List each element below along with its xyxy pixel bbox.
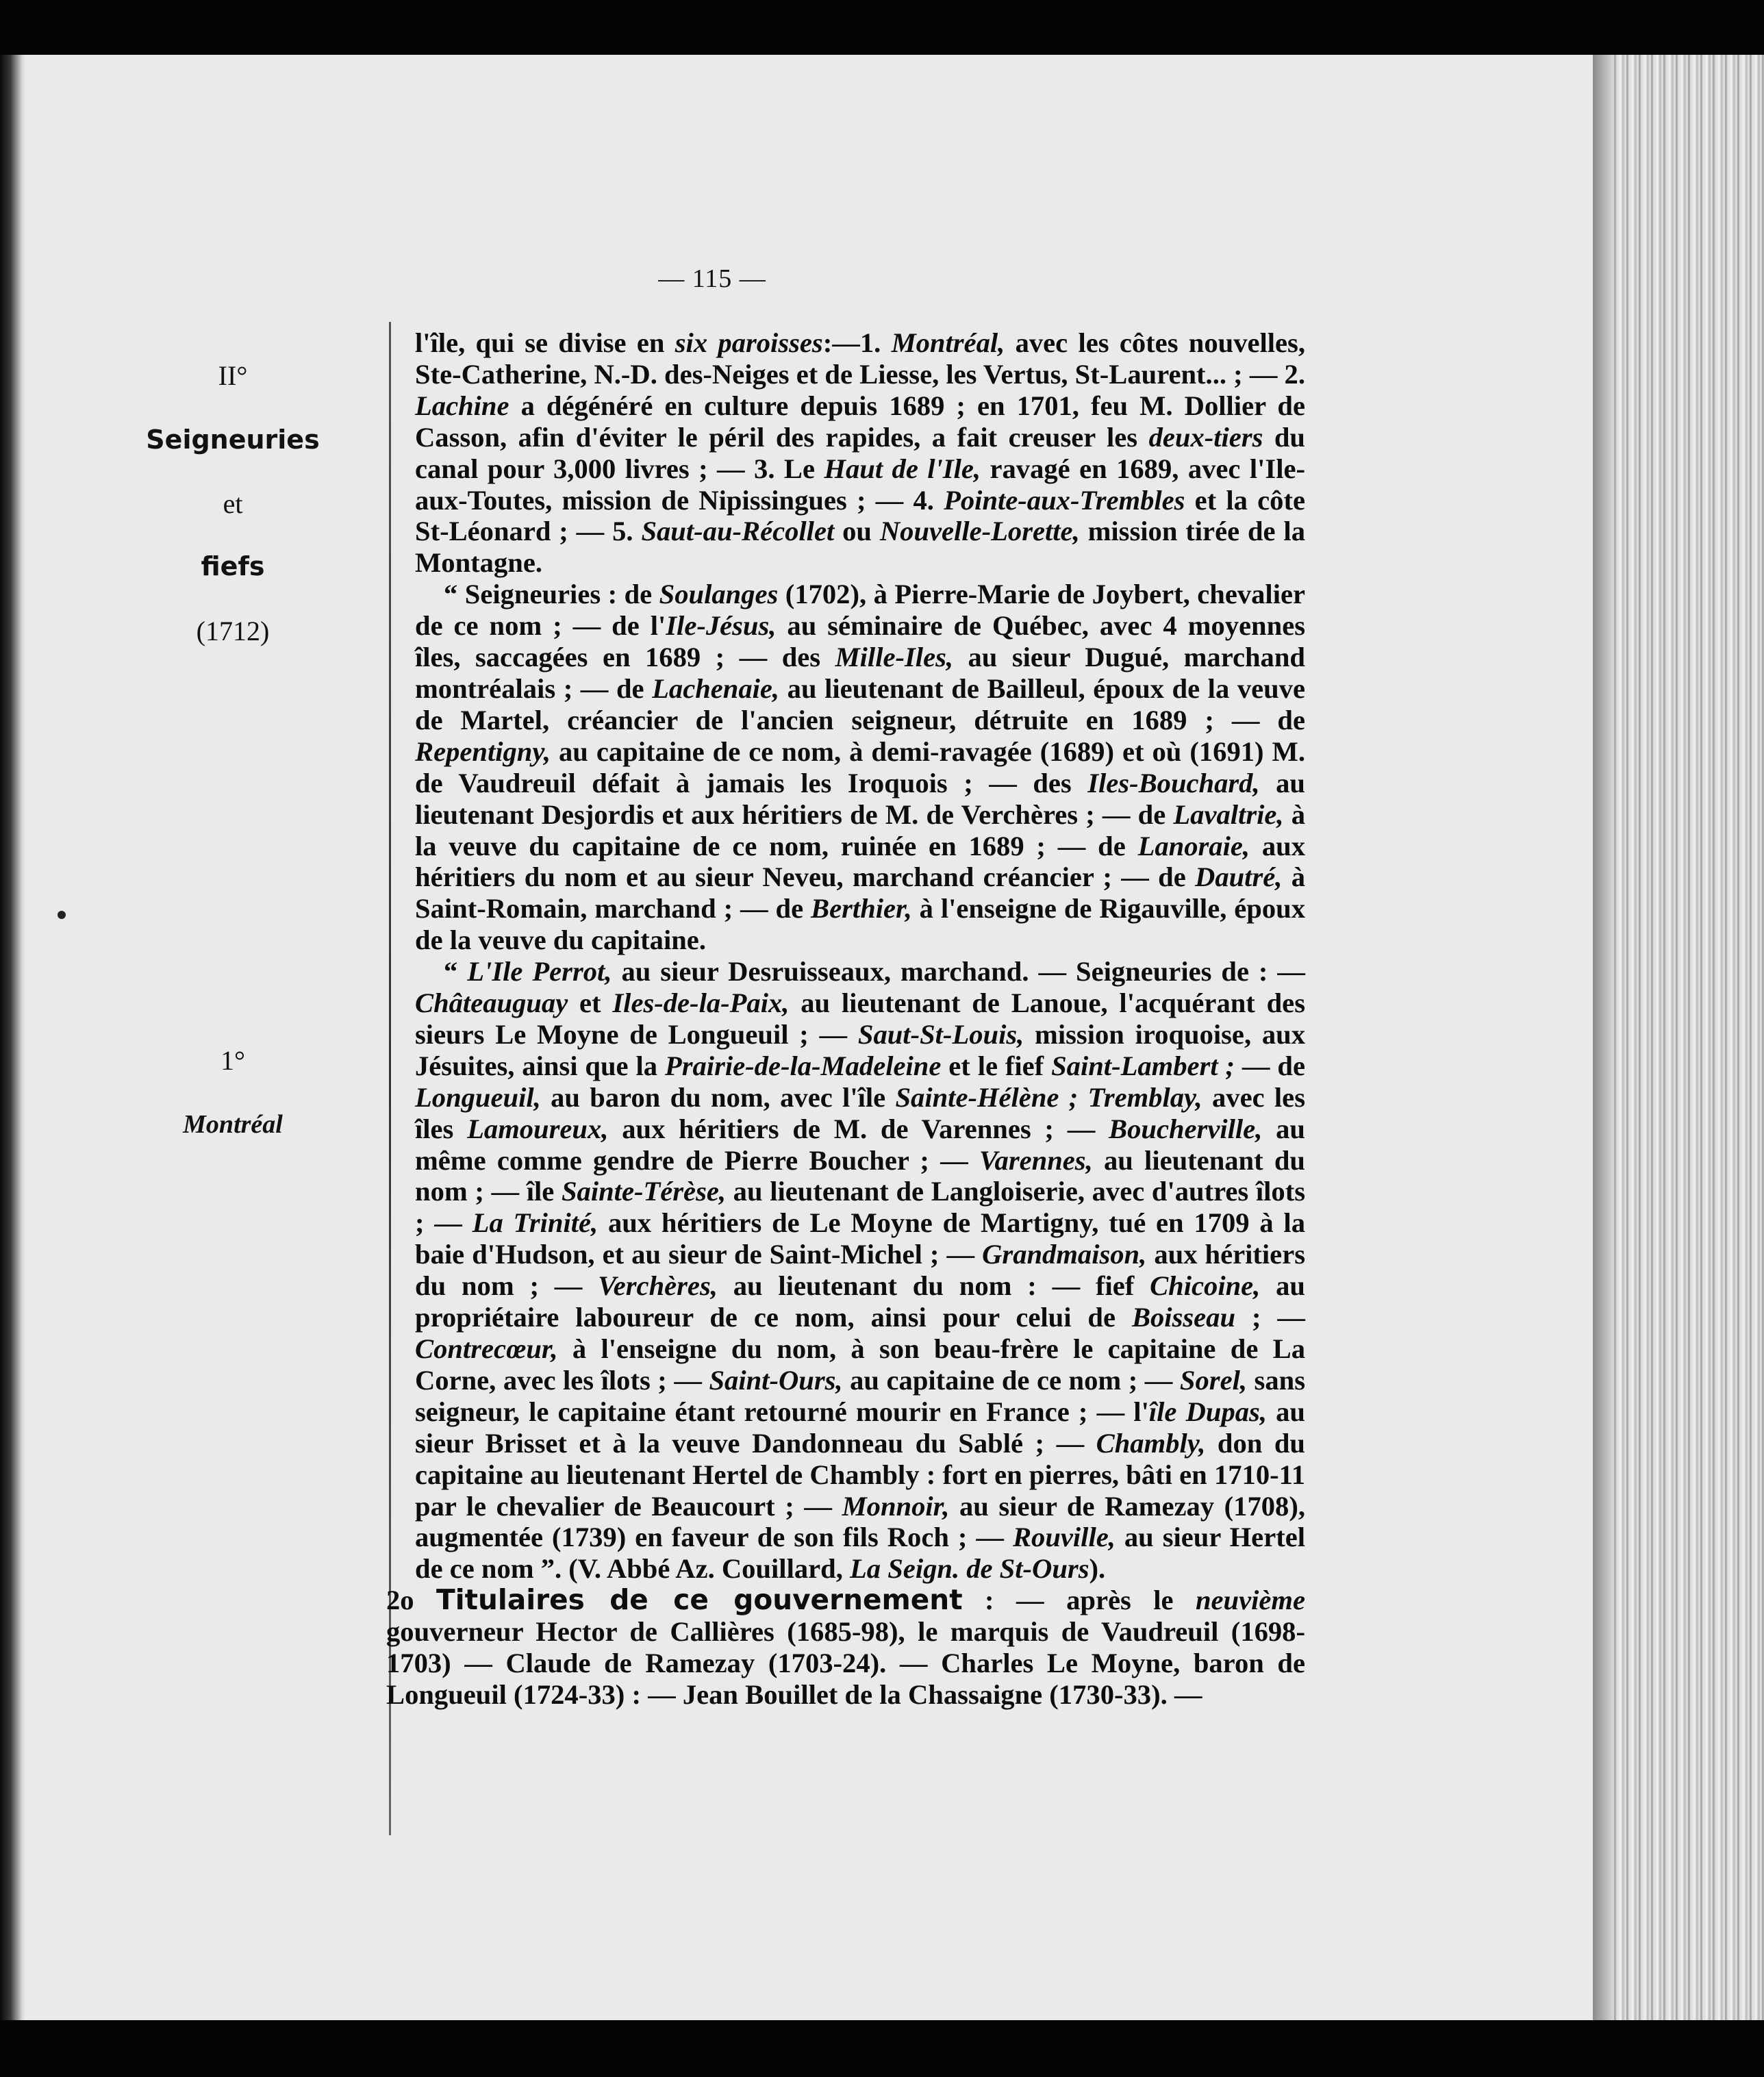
text-run-italic: Berthier, (811, 893, 912, 924)
text-run-italic: île Dupas, (1148, 1396, 1267, 1427)
text-run: au propriétaire laboureur de ce nom, ainsi pour celui de (415, 1270, 1305, 1333)
paragraph-parishes (415, 327, 1305, 579)
text-run-italic: six paroisses (675, 327, 823, 358)
text-run: mission tirée de la Montagne. (415, 516, 1305, 579)
text-run-italic: Lavaltrie, (1173, 798, 1284, 830)
text-run: du canal pour 3,000 livres ; — 3. Le (415, 421, 1305, 484)
text-run: aux héritiers du nom ; — (415, 1239, 1305, 1302)
text-run: — de (1235, 1050, 1305, 1081)
text-run: ou (834, 516, 880, 547)
text-run: ). (1089, 1553, 1106, 1585)
text-run-italic: Haut de l'Ile, (824, 453, 981, 484)
text-run-italic: Iles-de-la-Paix, (612, 987, 790, 1019)
text-run: mission iroquoise, aux Jésuites, ainsi que la (415, 1018, 1305, 1081)
text-run-italic: Pointe-aux-Trembles (944, 484, 1185, 516)
margin-section-number: II° (218, 360, 248, 391)
margin-subsection-number: 1° (220, 1045, 245, 1076)
text-run: au sieur Desruisseaux, marchand. — Seigneuries de : — (612, 956, 1305, 987)
paragraph-titulaires (386, 1585, 1305, 1711)
page-number: — 115 — (658, 264, 766, 293)
text-run-italic: L'Ile Perrot, (467, 956, 612, 987)
text-run: au capitaine de ce nom, à demi-ravagée (1689) et où (1691) M. de Vaudreuil défait à jamais les Iroquois ; — des (415, 735, 1305, 798)
text-run: au capitaine de ce nom ; — (842, 1364, 1180, 1396)
text-run: à Saint-Romain, marchand ; — de (415, 861, 1305, 924)
text-run-italic: Boisseau (1131, 1302, 1236, 1333)
text-run-italic: Saint-Ours, (709, 1364, 843, 1396)
section-heading-inline: Titulaires de ce gouvernement (436, 1583, 963, 1617)
text-run: “ Seigneuries : de (444, 579, 659, 610)
text-run: au lieutenant du nom : — fief (717, 1270, 1150, 1302)
text-run-italic: Soulanges (659, 579, 779, 610)
text-run: don du capitaine au lieutenant Hertel de Chambly : fort en pierres, bâti en 1710-11 par le chevalier de Beaucourt ; — (415, 1427, 1305, 1522)
text-run: au séminaire de Québec, avec 4 moyennes îles, saccagées en 1689 ; — des (415, 610, 1305, 673)
margin-subsection-title: Montréal (183, 1110, 283, 1139)
text-run: et (568, 987, 613, 1019)
text-run: à la veuve du capitaine de ce nom, ruinée en 1689 ; — de (415, 798, 1306, 861)
text-run-italic: Saut-St-Louis, (857, 1018, 1024, 1050)
text-run: :—1. (822, 327, 892, 358)
text-run: au sieur Dugué, marchand montréalais ; — de (415, 642, 1305, 704)
text-run: à l'enseigne du nom, à son beau-frère le capitaine de La Corne, avec les îlots ; — (415, 1333, 1305, 1396)
page-edges-shadow (1593, 55, 1613, 2020)
text-run: avec les îles (415, 1081, 1305, 1144)
text-run-italic: Saint-Lambert ; (1051, 1050, 1235, 1081)
page-edges (1593, 55, 1764, 2020)
text-run-italic: Lachenaie, (652, 672, 780, 704)
text-run-italic: neuvième (1195, 1585, 1305, 1616)
text-run: au lieutenant de Lanoue, l'acquérant des sieurs Le Moyne de Longueuil ; — (415, 987, 1305, 1050)
text-run-italic: Longueuil, (415, 1081, 541, 1113)
text-run: l'île, qui se divise en (415, 327, 675, 358)
text-run: gouverneur Hector de Callières (1685-98), le marquis de Vaudreuil (1698-1703) — Claude de Ramezay (1703-24). — Charles Le Moyne, baron de Longueuil (1724-33) : — Jean Bouillet de la Chassaigne (1730-33). — (386, 1616, 1305, 1710)
text-run-italic: La Trinité, (472, 1207, 598, 1239)
text-run-italic: Boucherville, (1109, 1113, 1263, 1144)
speck-mark (58, 911, 66, 919)
text-run-italic: Ile-Jésus, (666, 610, 777, 642)
text-run: au lieutenant de Langloiserie, avec d'autres îlots ; — (415, 1176, 1305, 1239)
text-run: avec les côtes nouvelles, Ste-Catherine, N.-D. des-Neiges et de Liesse, les Vertus, St-Laurent... ; — 2. (415, 327, 1305, 390)
text-run-italic: Châteauguay (415, 987, 568, 1019)
text-run-italic: Lanoraie, (1137, 830, 1250, 861)
scan-frame-top (0, 0, 1764, 55)
text-run: aux héritiers de Le Moyne de Martigny, tué en 1709 à la baie d'Hudson, et au sieur de Saint-Michel ; — (415, 1207, 1305, 1270)
text-run: aux héritiers de M. de Varennes ; — (608, 1113, 1109, 1144)
text-run-italic: Repentigny, (415, 735, 551, 767)
text-run-italic: Sainte-Hélène ; Tremblay, (895, 1081, 1202, 1113)
text-run: sans seigneur, le capitaine étant retourné mourir en France ; — l' (415, 1364, 1305, 1427)
text-run: aux héritiers du nom et au sieur Neveu, marchand créancier ; — de (415, 830, 1305, 893)
text-run-italic: Mille-Iles, (835, 642, 954, 673)
text-run: a dégénéré en culture depuis 1689 ; en 1701, feu M. Dollier de Casson, afin d'éviter le péril des rapides, a fait creuser les (415, 390, 1305, 453)
text-run-italic: La Seign. de St-Ours (850, 1553, 1089, 1585)
text-run: au lieutenant de Bailleul, époux de la veuve de Martel, créancier de l'ancien seigneur, détruite en 1689 ; — de (415, 672, 1305, 735)
text-run-italic: Contrecœur, (415, 1333, 558, 1364)
text-run-italic: Nouvelle-Lorette, (879, 516, 1080, 547)
margin-section-title-2: et (223, 488, 243, 519)
text-run: ; — (1235, 1302, 1305, 1333)
text-run: au lieutenant du nom ; — île (415, 1144, 1305, 1207)
text-run-italic: Iles-Bouchard, (1087, 767, 1260, 798)
text-run-italic: Saut-au-Récollet (641, 516, 835, 547)
text-run: (1702), à Pierre-Marie de Joybert, chevalier de ce nom ; — de l' (415, 579, 1305, 642)
margin-section-year: (1712) (196, 616, 270, 646)
text-run: au même comme gendre de Pierre Boucher ; — (415, 1113, 1305, 1176)
text-run: à l'enseigne de Rigauville, époux de la veuve du capitaine. (415, 893, 1305, 956)
text-run-italic: Verchères, (598, 1270, 718, 1302)
text-run-italic: Dautré, (1195, 861, 1283, 893)
text-run-italic: Sainte-Térèse, (561, 1176, 727, 1207)
text-run-italic: Prairie-de-la-Madeleine (664, 1050, 942, 1081)
text-run: au sieur Brisset et à la veuve Dandonneau du Sablé ; — (415, 1396, 1305, 1459)
text-run: au sieur de Ramezay (1708), augmentée (1739) en faveur de son fils Roch ; — (415, 1490, 1305, 1553)
scan-frame-bottom (0, 2020, 1764, 2077)
text-run: : — après le (962, 1585, 1196, 1616)
text-run: au sieur Hertel de ce nom ”. (V. Abbé Az. Couillard, (415, 1522, 1306, 1585)
paragraph-ile-perrot (415, 956, 1305, 1585)
text-run-italic: Montréal, (891, 327, 1005, 358)
paragraph-seigneuries (415, 579, 1305, 956)
text-run-italic: Monnoir, (842, 1490, 950, 1522)
text-run: et la côte St-Léonard ; — 5. (415, 484, 1305, 547)
text-run-italic: Lachine (415, 390, 509, 421)
text-run-italic: Sorel, (1179, 1364, 1247, 1396)
text-run: ravagé en 1689, avec l'Ile-aux-Toutes, mission de Nipissingues ; — 4. (415, 453, 1305, 516)
text-run-italic: deux-tiers (1148, 421, 1263, 453)
text-run-italic: Chambly, (1096, 1427, 1206, 1459)
text-run: 2o (386, 1585, 437, 1616)
text-run-italic: Chicoine, (1150, 1270, 1261, 1302)
text-run-italic: Grandmaison, (982, 1239, 1147, 1270)
book-spine-shadow (0, 55, 26, 2020)
text-run-italic: Lamoureux, (467, 1113, 609, 1144)
text-run: “ (444, 956, 468, 987)
text-run-italic: Varennes, (979, 1144, 1093, 1176)
text-run-italic: Rouville, (1012, 1522, 1116, 1553)
text-run: au lieutenant Desjordis et aux héritiers de M. de Verchères ; — de (415, 767, 1305, 830)
margin-section-title-1: Seigneuries (146, 425, 320, 455)
text-run: au baron du nom, avec l'île (540, 1081, 896, 1113)
body-text (386, 327, 1306, 1711)
text-run: et le fief (941, 1050, 1052, 1081)
margin-section-title-3: fiefs (201, 551, 265, 581)
